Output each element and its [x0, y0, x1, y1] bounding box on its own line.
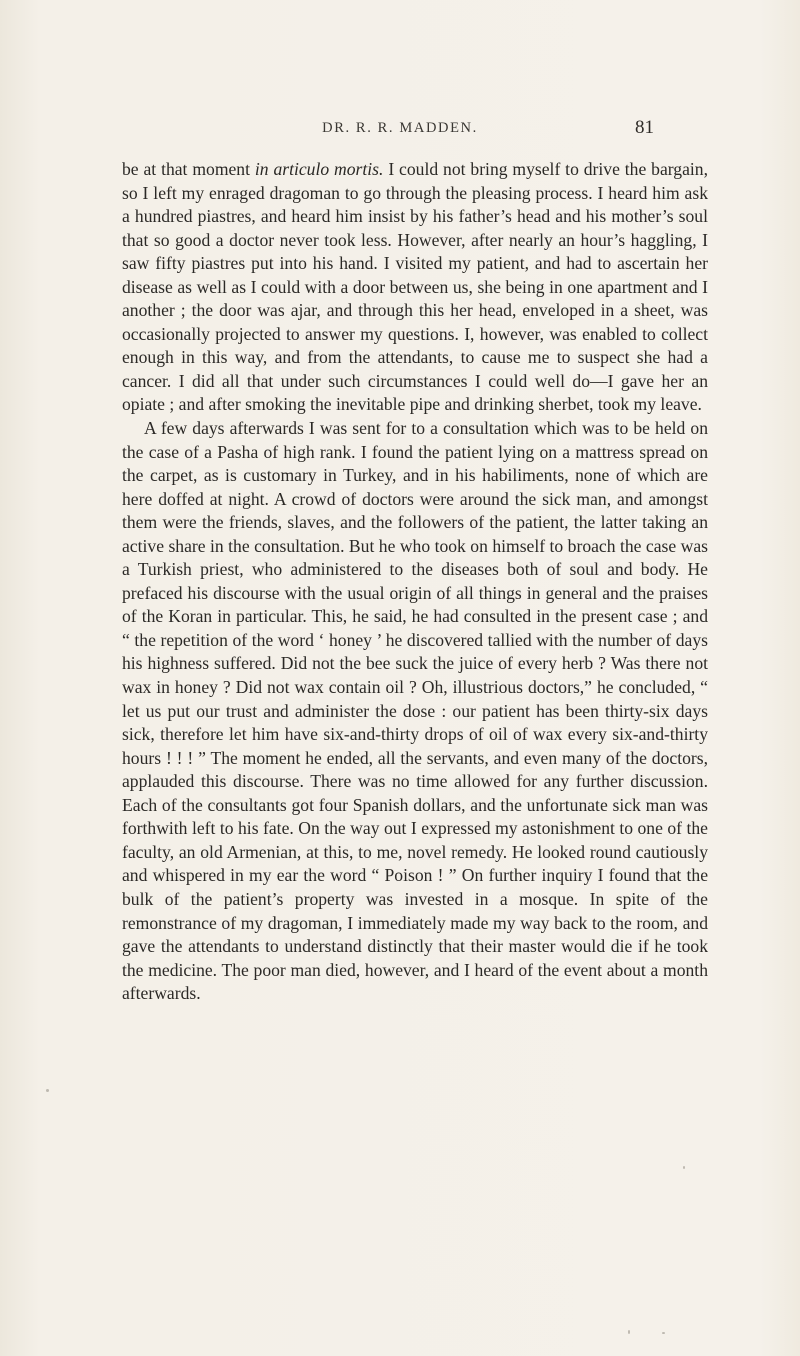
page-number: 81 [635, 117, 654, 138]
running-head [0, 117, 800, 144]
paragraph-continuation [122, 158, 708, 417]
paper-speck [628, 1330, 630, 1334]
body-text [122, 158, 708, 1006]
paragraph-1-rest: I could not bring myself to drive the bargain, so I left my enraged dragoman to go through the pleasing process. I heard him ask a hundred piastres, and heard him insist by his father’s head and his mother’s soul that so good a doctor never took less. However, after nearly an hour’s haggling, I saw fifty piastres put into his hand. I visited my patient, and had to ascertain her disease as well as I could with a door between us, she being in one apartment and I another ; the door was ajar, and through this her head, enveloped in a sheet, was occasionally projected to answer my questions. I, however, was enabled to collect enough in this way, and from the attendants, to cause me to suspect she had a cancer. I did all that under such circumstances I could well do—I gave her an opiate ; and after smoking the inevitable pipe and drinking sherbet, took my leave. [122, 159, 708, 415]
paragraph-1-start: be at that moment [122, 159, 255, 179]
paper-speck [683, 1166, 685, 1169]
paper-speck [662, 1332, 665, 1334]
paper-speck [46, 1089, 49, 1092]
running-title: DR. R. R. MADDEN. [322, 120, 478, 136]
latin-phrase: in articulo mortis. [254, 159, 384, 179]
paragraph-consultation: A few days afterwards I was sent for to a consultation which was to be held on the case of a Pasha of high rank. I found the patient lying on a mattress spread on the carpet, as is customary in Turkey, and in his habiliments, none of which are here doffed at night. A crowd of doctors were around the sick man, and amongst them were the friends, slaves, and the followers of the patient, the latter taking an active share in the consultation. But he who took on himself to broach the case was a Turkish priest, who administered to the diseases both of soul and body. He prefaced his discourse with the usual origin of all things in general and the praises of the Koran in particular. This, he said, he had consulted in the present case ; and “ the repetition of the word ‘ honey ’ he discovered tallied with the number of days his highness suffered. Did not the bee suck the juice of every herb ? Was there not wax in honey ? Did not wax contain oil ? Oh, illustrious doctors,” he concluded, “ let us put our trust and administer the dose : our patient has been thirty-six days sick, therefore let him have six-and-thirty drops of oil of wax every six-and-thirty hours ! ! ! ” The moment he ended, all the servants, and even many of the doctors, applauded this discourse. There was no time allowed for any further discussion. Each of the consultants got four Spanish dollars, and the unfortunate sick man was forthwith left to his fate. On the way out I expressed my astonishment to one of the faculty, an old Armenian, at this, to me, novel remedy. He looked round cautiously and whispered in my ear the word “ Poison ! ” On further inquiry I found that the bulk of the patient’s property was invested in a mosque. In spite of the remonstrance of my dragoman, I immediately made my way back to the room, and gave the attendants to understand distinctly that their master would die if he took the medicine. The poor man died, however, and I heard of the event about a month afterwards. [122, 418, 708, 1004]
